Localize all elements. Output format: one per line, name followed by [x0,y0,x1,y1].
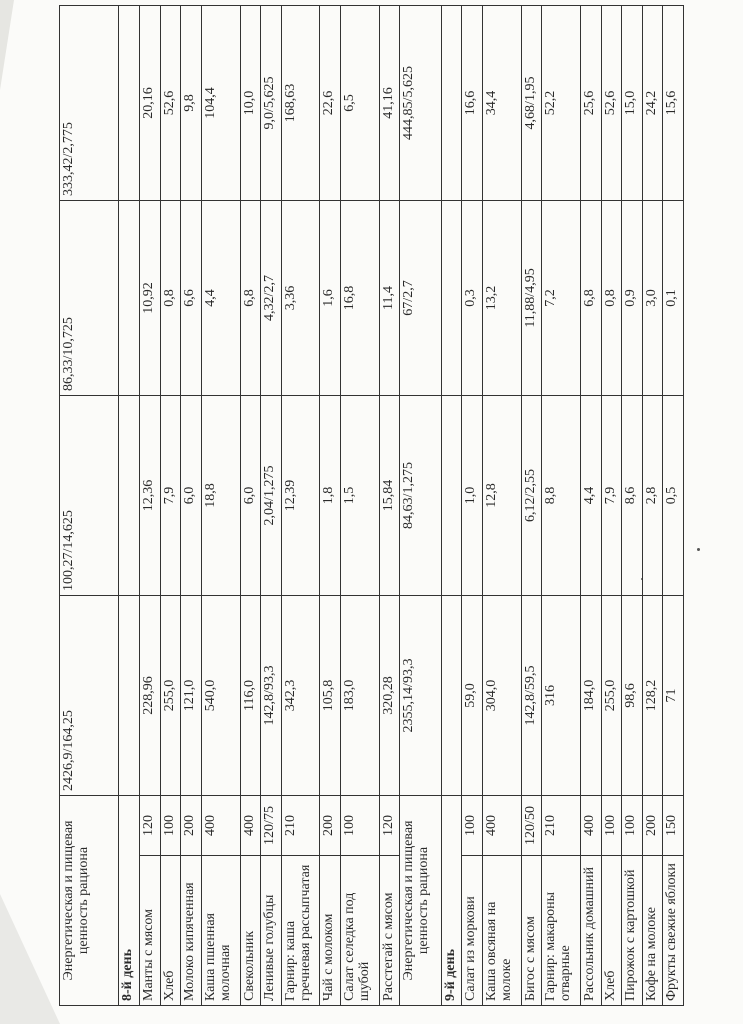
protein-cell: 12,36 [139,395,160,595]
fat-cell: 16,8 [341,200,380,395]
table-row [341,5,380,1005]
protein-cell: 1,8 [320,395,341,595]
portion-cell: 120/75 [261,795,282,855]
dish-name: Чай с молоком [320,856,341,1006]
empty-cell [441,595,462,795]
table-row [601,5,622,1005]
portion-cell: 100 [160,795,181,855]
fat-cell: 0,8 [601,200,622,395]
energy-cell: 142,8/59,5 [521,595,542,795]
protein-cell: 0,5 [663,395,684,595]
portion-cell: 100 [462,795,483,855]
fat-cell: 4,4 [201,200,240,395]
total-protein: 84,63/1,275 [400,395,441,595]
table-row [462,5,483,1005]
protein-cell: 6,0 [240,395,261,595]
table-row [201,5,240,1005]
portion-cell: 120 [379,795,400,855]
table-row [663,5,684,1005]
day-title: 9-й день [441,795,462,1005]
fat-cell: 3,36 [281,200,320,395]
dish-name: Кофе на молоке [642,856,663,1006]
dish-name: Рассольник домашний [580,856,601,1006]
table-row [60,5,119,1005]
protein-cell: 7,9 [160,395,181,595]
dish-name: Расстегай с мясом [379,856,400,1006]
header-fat: 86,33/10,725 [60,200,119,395]
dish-name: Пирожок с картошкой [622,856,643,1006]
fat-cell: 6,8 [580,200,601,395]
table-row [261,5,282,1005]
header-energy: 2426,9/164,25 [60,595,119,795]
total-carbs: 444,85/5,625 [400,5,441,200]
table-row [320,5,341,1005]
table-row [160,5,181,1005]
table-row [181,5,202,1005]
energy-cell: 142,8/93,3 [261,595,282,795]
carbs-cell: 15,6 [663,5,684,200]
day-title: 8-й день [119,795,140,1005]
dish-name: Хлеб [160,856,181,1006]
dish-name: Салат селедка под шубой [341,856,380,1006]
fat-cell: 1,6 [320,200,341,395]
portion-cell: 120 [139,795,160,855]
carbs-cell: 4,68/1,95 [521,5,542,200]
table-row [622,5,643,1005]
fat-cell: 10,92 [139,200,160,395]
carbs-cell: 10,0 [240,5,261,200]
protein-cell: 6,0 [181,395,202,595]
portion-cell: 210 [542,795,581,855]
table-row [119,5,140,1005]
energy-cell: 320,28 [379,595,400,795]
protein-cell: 7,9 [601,395,622,595]
fat-cell: 7,2 [542,200,581,395]
dish-name: Каша овсяная на молоке [482,856,521,1006]
protein-cell: 8,8 [542,395,581,595]
fat-cell: 0,1 [663,200,684,395]
portion-cell: 100 [601,795,622,855]
energy-cell: 342,3 [281,595,320,795]
energy-cell: 316 [542,595,581,795]
energy-cell: 304,0 [482,595,521,795]
energy-cell: 228,96 [139,595,160,795]
carbs-cell: 52,2 [542,5,581,200]
table-row [139,5,160,1005]
protein-cell: 4,4 [580,395,601,595]
header-label: Энергетическая и пищевая ценность рациона [60,795,119,1005]
fat-cell: 11,4 [379,200,400,395]
protein-cell: 2,8 [642,395,663,595]
portion-cell: 200 [642,795,663,855]
fat-cell: 0,3 [462,200,483,395]
protein-cell: 8,6 [622,395,643,595]
protein-cell: 2,04/1,275 [261,395,282,595]
dish-name: Ленивые голубцы [261,856,282,1006]
portion-cell: 400 [482,795,521,855]
energy-cell: 98,6 [622,595,643,795]
empty-cell [119,595,140,795]
dish-name: Каша пшенная молочная [201,856,240,1006]
carbs-cell: 20,16 [139,5,160,200]
dish-name: Гарнир: макароны отварные [542,856,581,1006]
dish-name: Свекольник [240,856,261,1006]
portion-cell: 400 [580,795,601,855]
table-row [542,5,581,1005]
header-carbs: 333,42/2,775 [60,5,119,200]
portion-cell: 200 [181,795,202,855]
table-row [441,5,462,1005]
total-fat: 67/2,7 [400,200,441,395]
table-row [240,5,261,1005]
nutrition-table [59,5,684,1006]
total-energy: 2355,14/93,3 [400,595,441,795]
table-row [400,5,441,1005]
table-row [580,5,601,1005]
rotated-page [59,6,684,1006]
scan-edge-shadow [0,894,60,1024]
dish-name: Фрукты свежие яблоки [663,856,684,1006]
energy-cell: 105,8 [320,595,341,795]
portion-cell: 100 [622,795,643,855]
carbs-cell: 25,6 [580,5,601,200]
energy-cell: 128,2 [642,595,663,795]
fat-cell: 4,32/2,7 [261,200,282,395]
carbs-cell: 6,5 [341,5,380,200]
carbs-cell: 9,0/5,625 [261,5,282,200]
fat-cell: 13,2 [482,200,521,395]
dish-name: Молоко кипяченная [181,856,202,1006]
protein-cell: 18,8 [201,395,240,595]
energy-cell: 71 [663,595,684,795]
energy-cell: 59,0 [462,595,483,795]
protein-cell: 12,8 [482,395,521,595]
protein-cell: 6,12/2,55 [521,395,542,595]
portion-cell: 400 [240,795,261,855]
energy-cell: 116,0 [240,595,261,795]
protein-cell: 12,39 [281,395,320,595]
energy-cell: 183,0 [341,595,380,795]
carbs-cell: 41,16 [379,5,400,200]
carbs-cell: 52,6 [601,5,622,200]
portion-cell: 400 [201,795,240,855]
fat-cell: 6,8 [240,200,261,395]
empty-cell [441,5,462,200]
energy-cell: 121,0 [181,595,202,795]
energy-cell: 255,0 [601,595,622,795]
protein-cell: 1,0 [462,395,483,595]
empty-cell [441,200,462,395]
dish-name: Салат из моркови [462,856,483,1006]
scan-speck [697,548,700,551]
carbs-cell: 24,2 [642,5,663,200]
carbs-cell: 34,4 [482,5,521,200]
carbs-cell: 16,6 [462,5,483,200]
carbs-cell: 104,4 [201,5,240,200]
empty-cell [119,5,140,200]
empty-cell [441,395,462,595]
energy-cell: 540,0 [201,595,240,795]
energy-cell: 184,0 [580,595,601,795]
table-row [281,5,320,1005]
day8-total-label: Энергетическая и пищевая ценность рациона [400,795,441,1005]
table-row [482,5,521,1005]
fat-cell: 11,88/4,95 [521,200,542,395]
carbs-cell: 168,63 [281,5,320,200]
portion-cell: 100 [341,795,380,855]
carbs-cell: 52,6 [160,5,181,200]
empty-cell [119,200,140,395]
portion-cell: 120/50 [521,795,542,855]
energy-cell: 255,0 [160,595,181,795]
portion-cell: 200 [320,795,341,855]
carbs-cell: 15,0 [622,5,643,200]
protein-cell: 1,5 [341,395,380,595]
fat-cell: 6,6 [181,200,202,395]
fat-cell: 0,9 [622,200,643,395]
table-row [379,5,400,1005]
dish-name: Хлеб [601,856,622,1006]
portion-cell: 150 [663,795,684,855]
dish-name: Бигос с мясом [521,856,542,1006]
table-row [642,5,663,1005]
header-protein: 100,27/14,625 [60,395,119,595]
fat-cell: 3,0 [642,200,663,395]
scan-edge-shadow [0,0,14,90]
carbs-cell: 22,6 [320,5,341,200]
empty-cell [119,395,140,595]
fat-cell: 0,8 [160,200,181,395]
portion-cell: 210 [281,795,320,855]
dish-name: Гарнир: каша гречневая рассыпчатая [281,856,320,1006]
table-row [521,5,542,1005]
carbs-cell: 9,8 [181,5,202,200]
protein-cell: 15,84 [379,395,400,595]
dish-name: Манты с мясом [139,856,160,1006]
